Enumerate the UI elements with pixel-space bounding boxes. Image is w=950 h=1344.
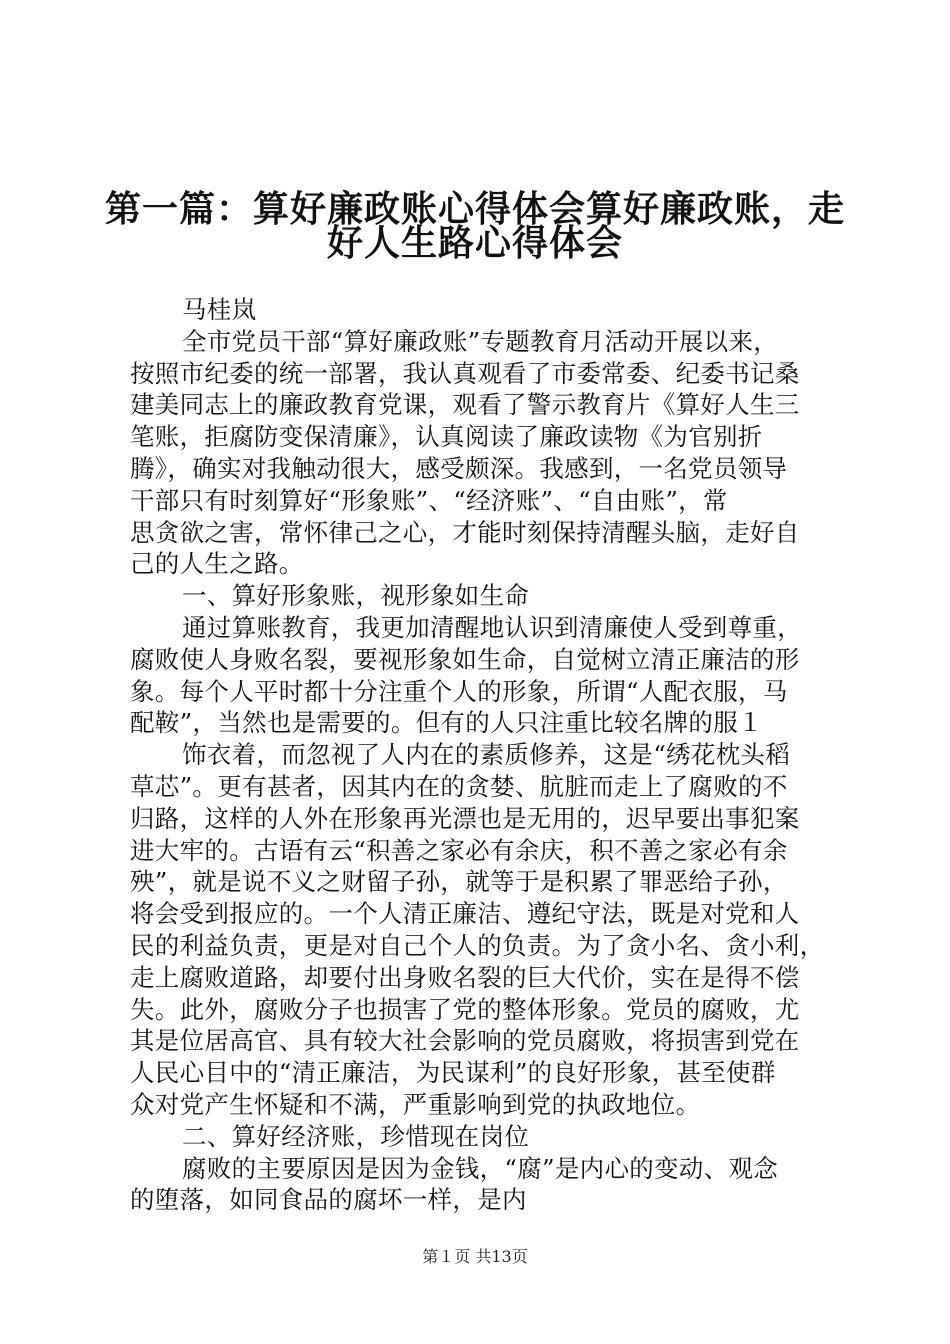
body-line: 通过算账教育，我更加清醒地认识到清廉使人受到尊重，	[182, 612, 802, 642]
body-line: 建美同志上的廉政教育党课，观看了警示教育片《算好人生三	[130, 390, 800, 420]
body-line: 腾》，确实对我触动很大，感受颇深。我感到，一名党员领导	[130, 453, 788, 483]
body-line: 走上腐败道路，却要付出身败名裂的巨大代价，实在是得不偿	[130, 962, 800, 992]
body-line: 其是位居高官、具有较大社会影响的党员腐败，将损害到党在	[130, 1026, 800, 1056]
body-line: 干部只有时刻算好“形象账”、“经济账”、“自由账”，常	[130, 485, 728, 515]
body-line: 腐败的主要原因是因为金钱，“腐”是内心的变动、观念	[182, 1153, 779, 1183]
body-line: 腐败使人身败名裂，要视形象如生命，自觉树立清正廉洁的形	[130, 644, 800, 674]
body-line: 草芯”。更有甚者，因其内在的贪婪、肮脏而走上了腐败的不	[130, 771, 788, 801]
body-line: 按照市纪委的统一部署，我认真观看了市委常委、纪委书记桑	[130, 358, 800, 388]
body-line: 进大牢的。古语有云“积善之家必有余庆，积不善之家必有余	[130, 835, 788, 865]
document-body	[130, 294, 840, 1216]
body-line: 全市党员干部“算好廉政账”专题教育月活动开展以来，	[182, 326, 779, 356]
body-line: 配鞍”，当然也是需要的。但有的人只注重比较名牌的服１	[130, 708, 763, 738]
document-title-line-1: 第一篇：算好廉政账心得体会算好廉政账，走	[104, 189, 845, 230]
body-line: 众对党产生怀疑和不满，严重影响到党的执政地位。	[130, 1089, 701, 1119]
body-line: 失。此外，腐败分子也损害了党的整体形象。党员的腐败，尤	[130, 994, 800, 1024]
body-line: 己的人生之路。	[130, 549, 304, 579]
document-title-line-2: 好人生路心得体会	[326, 223, 623, 264]
body-line: 思贪欲之害，常怀律己之心，才能时刻保持清醒头脑，走好自	[130, 517, 800, 547]
body-line: 殃”，就是说不义之财留子孙，就等于是积累了罪恶给子孙，	[130, 867, 788, 897]
body-line: 的堕落，如同食品的腐坏一样，是内	[130, 1185, 527, 1215]
body-line: 一、算好形象账，视形象如生命	[182, 581, 530, 611]
body-line: 笔账，拒腐防变保清廉》，认真阅读了廉政读物《为官别折	[130, 422, 763, 452]
body-line: 将会受到报应的。一个人清正廉洁、遵纪守法，既是对党和人	[130, 899, 800, 929]
body-line: 象。每个人平时都十分注重个人的形象，所谓“人配衣服，马	[130, 676, 788, 706]
body-line: 马桂岚	[182, 295, 257, 324]
page-footer: 第１页 共13页	[422, 1247, 528, 1266]
body-line: 人民心目中的“清正廉洁，为民谋利”的良好形象，甚至使群	[130, 1058, 776, 1088]
body-line: 饰衣着，而忽视了人内在的素质修养，这是“绣花枕头稻	[182, 740, 791, 770]
body-line: 民的利益负责，更是对自己个人的负责。为了贪小名、贪小利，	[130, 930, 825, 960]
body-line: 归路，这样的人外在形象再光漂也是无用的，迟早要出事犯案	[130, 803, 800, 833]
body-line: 二、算好经济账，珍惜现在岗位	[182, 1121, 530, 1151]
